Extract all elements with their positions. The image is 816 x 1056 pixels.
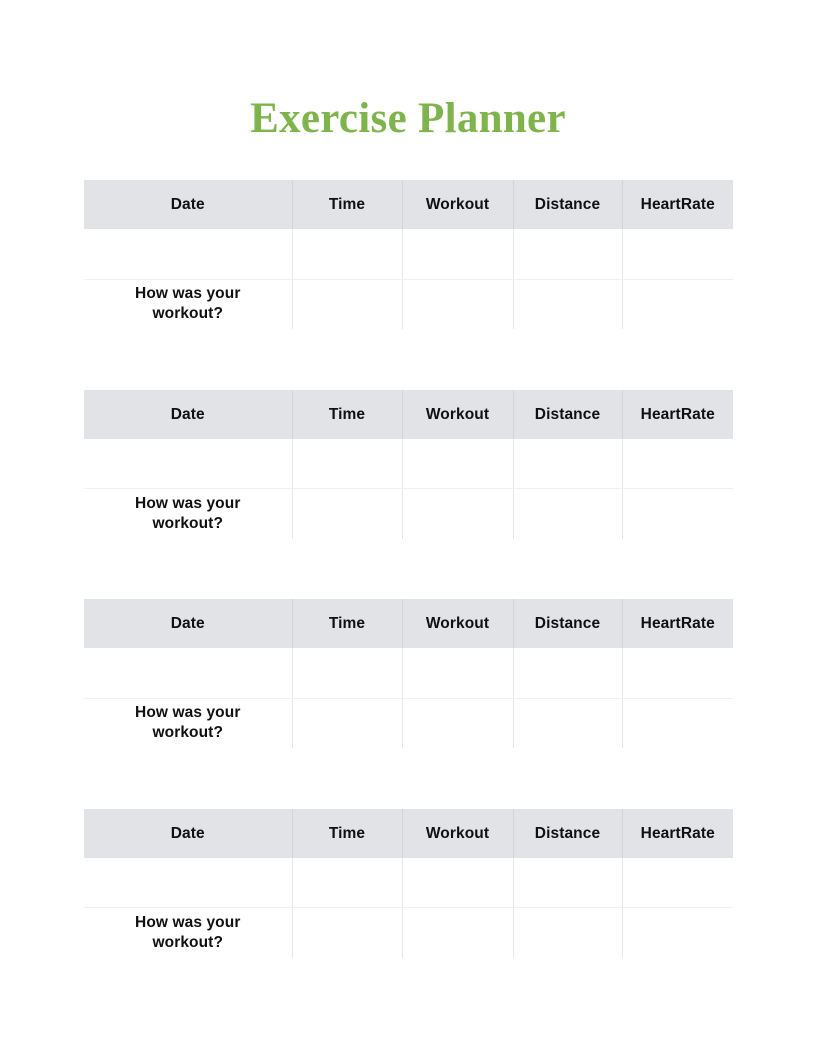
- note-cell-time[interactable]: [292, 908, 402, 958]
- entry-cell-workout[interactable]: [402, 229, 513, 279]
- entry-cell-workout[interactable]: [402, 858, 513, 908]
- note-row: [84, 279, 733, 329]
- note-cell-distance[interactable]: [513, 908, 622, 958]
- entry-cell-time[interactable]: [292, 858, 402, 908]
- heart-rate-label-line-1: Heart: [640, 824, 681, 842]
- column-header-distance: Distance: [513, 180, 622, 229]
- column-header-date: Date: [84, 599, 292, 648]
- column-header-time: Time: [292, 390, 402, 439]
- note-cell-workout[interactable]: [402, 279, 513, 329]
- note-cell-distance[interactable]: [513, 489, 622, 539]
- planner-table-block-1: [84, 180, 733, 329]
- entry-row: [84, 858, 733, 908]
- note-cell-distance[interactable]: [513, 279, 622, 329]
- heart-rate-label-line-2: Rate: [680, 196, 715, 213]
- note-cell-heart-rate[interactable]: [622, 698, 733, 748]
- column-header-workout: Workout: [402, 390, 513, 439]
- entry-cell-heart-rate[interactable]: [622, 439, 733, 489]
- entry-cell-date[interactable]: [84, 648, 292, 698]
- note-cell-workout[interactable]: [402, 489, 513, 539]
- column-header-distance: Distance: [513, 809, 622, 858]
- planner-table-block-3: [84, 599, 733, 748]
- entry-cell-time[interactable]: [292, 229, 402, 279]
- entry-cell-heart-rate[interactable]: [622, 858, 733, 908]
- heart-rate-label-line-2: Rate: [680, 824, 715, 842]
- entry-row: [84, 229, 733, 279]
- note-row: [84, 489, 733, 539]
- note-cell-time[interactable]: [292, 698, 402, 748]
- table-header-row: [84, 180, 733, 229]
- note-prompt-cell: [84, 489, 292, 539]
- note-cell-heart-rate[interactable]: [622, 908, 733, 958]
- column-header-date: Date: [84, 390, 292, 439]
- entry-cell-date[interactable]: [84, 858, 292, 908]
- note-prompt-line-1: How was your: [135, 494, 241, 512]
- entry-cell-workout[interactable]: [402, 648, 513, 698]
- note-prompt-cell: [84, 698, 292, 748]
- column-header-heart-rate: [622, 599, 733, 648]
- entry-cell-time[interactable]: [292, 439, 402, 489]
- table-header-row: [84, 809, 733, 858]
- note-row: [84, 908, 733, 958]
- column-header-distance: Distance: [513, 390, 622, 439]
- planner-table-block-4: [84, 809, 733, 958]
- entry-cell-time[interactable]: [292, 648, 402, 698]
- entry-cell-workout[interactable]: [402, 439, 513, 489]
- column-header-workout: Workout: [402, 599, 513, 648]
- column-header-heart-rate: [622, 180, 733, 229]
- heart-rate-label-line-1: Heart: [640, 615, 681, 632]
- planner-table-list: [84, 180, 733, 958]
- table-header-row: [84, 390, 733, 439]
- note-prompt-line-1: How was your: [135, 913, 241, 931]
- note-prompt-line-2: workout?: [152, 933, 224, 951]
- planner-table-block-2: [84, 390, 733, 539]
- entry-cell-date[interactable]: [84, 229, 292, 279]
- entry-cell-date[interactable]: [84, 439, 292, 489]
- entry-cell-heart-rate[interactable]: [622, 648, 733, 698]
- entry-cell-heart-rate[interactable]: [622, 229, 733, 279]
- note-row: [84, 698, 733, 748]
- note-prompt-line-2: workout?: [152, 305, 224, 323]
- column-header-date: Date: [84, 809, 292, 858]
- entry-row: [84, 439, 733, 489]
- heart-rate-label-line-1: Heart: [640, 196, 681, 213]
- heart-rate-label-line-2: Rate: [680, 615, 715, 632]
- column-header-workout: Workout: [402, 180, 513, 229]
- note-cell-workout[interactable]: [402, 908, 513, 958]
- table-header-row: [84, 599, 733, 648]
- entry-cell-distance[interactable]: [513, 229, 622, 279]
- note-prompt-line-1: How was your: [135, 285, 241, 303]
- column-header-heart-rate: [622, 390, 733, 439]
- note-prompt-cell: [84, 279, 292, 329]
- note-cell-distance[interactable]: [513, 698, 622, 748]
- column-header-time: Time: [292, 809, 402, 858]
- entry-cell-distance[interactable]: [513, 648, 622, 698]
- page-title: Exercise Planner: [250, 95, 566, 142]
- column-header-date: Date: [84, 180, 292, 229]
- heart-rate-label-line-1: Heart: [640, 405, 681, 423]
- entry-cell-distance[interactable]: [513, 858, 622, 908]
- entry-cell-distance[interactable]: [513, 439, 622, 489]
- note-prompt-cell: [84, 908, 292, 958]
- column-header-workout: Workout: [402, 809, 513, 858]
- column-header-heart-rate: [622, 809, 733, 858]
- note-prompt-line-2: workout?: [152, 514, 224, 532]
- note-cell-time[interactable]: [292, 279, 402, 329]
- note-prompt-line-2: workout?: [152, 724, 224, 742]
- note-cell-heart-rate[interactable]: [622, 489, 733, 539]
- column-header-distance: Distance: [513, 599, 622, 648]
- column-header-time: Time: [292, 599, 402, 648]
- column-header-time: Time: [292, 180, 402, 229]
- heart-rate-label-line-2: Rate: [680, 405, 715, 423]
- note-cell-heart-rate[interactable]: [622, 279, 733, 329]
- entry-row: [84, 648, 733, 698]
- note-prompt-line-1: How was your: [135, 704, 241, 722]
- note-cell-workout[interactable]: [402, 698, 513, 748]
- note-cell-time[interactable]: [292, 489, 402, 539]
